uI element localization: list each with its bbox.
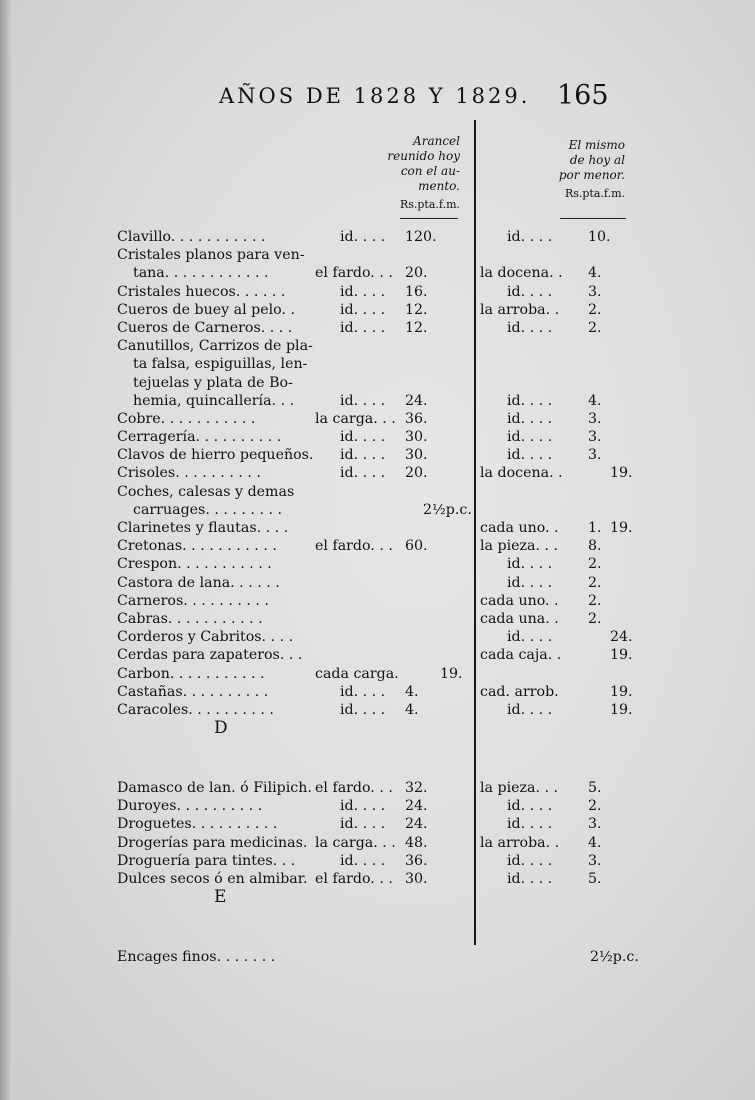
table-row (0, 574, 755, 592)
table-row (0, 834, 755, 852)
arancel-unit: id. . . . (340, 429, 386, 446)
table-row (0, 592, 755, 610)
table-row (0, 665, 755, 683)
menor-reales: 3. (588, 410, 602, 427)
menor-reales: 5. (588, 780, 602, 797)
table-row (0, 519, 755, 537)
menor-unit: id. . . . (507, 283, 553, 300)
item-name: Clavos de hierro pequeños. (117, 447, 314, 464)
menor-reales: 3. (588, 852, 602, 869)
menor-reales: 8. (588, 538, 602, 555)
arancel-unit: id. . . . (340, 798, 386, 815)
column-header-menor (520, 138, 625, 201)
table-row (0, 264, 755, 282)
arancel-unit: el fardo. . . (315, 265, 393, 282)
item-name: carruages. . . . . . . . . (133, 501, 282, 518)
table-row (0, 392, 755, 410)
menor-reales: 5. (588, 871, 602, 887)
arancel-value: 24. (405, 798, 428, 815)
arancel-value: 120. (405, 229, 437, 245)
table-row (0, 501, 755, 519)
item-name: Carneros. . . . . . . . . . (117, 592, 269, 609)
menor-unit: id. . . . (507, 798, 553, 815)
table-row (0, 246, 755, 264)
menor-reales: 4. (588, 834, 602, 851)
item-name: Cristales planos para ven- (117, 247, 305, 264)
arancel-unit: id. . . . (340, 465, 386, 482)
table-row (0, 464, 755, 482)
arancel-value: 30. (405, 871, 428, 887)
item-name: ta falsa, espiguillas, len- (133, 356, 308, 373)
arancel-value: 48. (405, 834, 428, 851)
menor-unit: id. . . . (507, 629, 553, 646)
arancel-value: 20. (405, 465, 428, 482)
arancel-percent: 19. (440, 665, 463, 682)
menor-pta: 19. (610, 701, 633, 718)
table-row (0, 646, 755, 664)
arancel-value: 24. (405, 816, 428, 833)
arancel-unit: id. . . . (340, 229, 386, 245)
item-name: Canutillos, Carrizos de pla- (117, 338, 313, 355)
item-name: Drogerías para medicinas. (117, 834, 308, 851)
item-name: Cristales huecos. . . . . . (117, 283, 286, 300)
menor-pta: 19. (610, 465, 633, 482)
menor-reales: 2. (588, 556, 602, 573)
arancel-unit: id. . . . (340, 701, 386, 718)
menor-reales: 1. (588, 520, 602, 536)
arancel-unit: id. . . . (340, 283, 386, 300)
column-header-line: Arancel (413, 134, 460, 148)
table-row (0, 446, 755, 464)
item-name: Cerdas para zapateros. . . (117, 647, 303, 664)
menor-unit: id. . . . (507, 556, 553, 573)
section-letter: D (214, 718, 228, 739)
menor-unit: cad. arrob. (480, 683, 559, 700)
arancel-value: 12. (405, 319, 428, 336)
item-name: Droguetes. . . . . . . . . . (117, 816, 278, 833)
table-row (0, 410, 755, 428)
arancel-value: 20. (405, 265, 428, 282)
table-row (0, 701, 755, 719)
menor-pta: 24. (610, 629, 633, 646)
column-header-arancel (362, 134, 460, 212)
menor-unit: la docena. . (480, 465, 563, 482)
tariff-table (0, 228, 755, 966)
item-name: Coches, calesas y demas (117, 483, 295, 500)
arancel-unit: el fardo. . . (315, 871, 393, 887)
item-name: Droguería para tintes. . . (117, 852, 296, 869)
arancel-unit: cada carga. (315, 665, 399, 682)
item-name: Damasco de lan. ó Filipich. (117, 780, 312, 797)
menor-unit: cada uno. . (480, 520, 559, 536)
menor-reales: 2. (588, 798, 602, 815)
column-header-line: mento. (418, 179, 460, 193)
table-row (0, 483, 755, 501)
menor-unit: cada uno. . (480, 592, 559, 609)
arancel-percent: 2½p.c. (423, 501, 472, 518)
table-row (0, 428, 755, 446)
item-name: Crisoles. . . . . . . . . . (117, 465, 261, 482)
menor-unit: id. . . . (507, 429, 553, 446)
menor-pta: 19. (610, 647, 633, 664)
menor-reales: 4. (588, 265, 602, 282)
item-name: tana. . . . . . . . . . . . (133, 265, 269, 282)
item-name: Encages finos. . . . . . . (117, 949, 276, 966)
item-name: Corderos y Cabritos. . . . (117, 629, 294, 646)
arancel-value: 36. (405, 410, 428, 427)
menor-unit: id. . . . (507, 701, 553, 718)
menor-unit: id. . . . (507, 229, 553, 245)
column-units: Rs.pta.f.m. (399, 198, 460, 211)
menor-reales: 3. (588, 283, 602, 300)
menor-unit: id. . . . (507, 410, 553, 427)
menor-unit: id. . . . (507, 319, 553, 336)
table-row (0, 555, 755, 573)
item-name: Duroyes. . . . . . . . . . (117, 798, 263, 815)
section-letter-row (0, 888, 755, 948)
arancel-unit: la carga. . . (315, 410, 396, 427)
menor-percent: 2½p.c. (590, 949, 639, 966)
menor-reales: 3. (588, 816, 602, 833)
item-name: Caracoles. . . . . . . . . . (117, 701, 274, 718)
column-header-line: por menor. (558, 168, 625, 182)
table-row (0, 610, 755, 628)
table-row (0, 948, 755, 966)
arancel-unit: id. . . . (340, 301, 386, 318)
table-row (0, 319, 755, 337)
arancel-unit: id. . . . (340, 852, 386, 869)
item-name: Cerragería. . . . . . . . . . (117, 429, 282, 446)
item-name: Cueros de buey al pelo. . (117, 301, 295, 318)
item-name: Carbon. . . . . . . . . . . (117, 665, 265, 682)
item-name: Cueros de Carneros. . . . (117, 319, 293, 336)
arancel-unit: id. . . . (340, 447, 386, 464)
menor-reales: 2. (588, 301, 602, 318)
menor-reales: 4. (588, 392, 602, 409)
arancel-unit: id. . . . (340, 816, 386, 833)
arancel-value: 30. (405, 447, 428, 464)
menor-unit: id. . . . (507, 871, 553, 887)
arancel-value: 36. (405, 852, 428, 869)
menor-reales: 2. (588, 574, 602, 591)
section-letter-row (0, 719, 755, 779)
arancel-unit: la carga. . . (315, 834, 396, 851)
table-row (0, 815, 755, 833)
menor-unit: id. . . . (507, 392, 553, 409)
arancel-value: 4. (405, 683, 419, 700)
menor-unit: cada una. . (480, 610, 559, 627)
item-name: Cobre. . . . . . . . . . . (117, 410, 256, 427)
table-row (0, 228, 755, 246)
table-row (0, 870, 755, 888)
menor-unit: id. . . . (507, 816, 553, 833)
arancel-value: 24. (405, 392, 428, 409)
running-title: AÑOS DE 1828 Y 1829. (219, 84, 531, 108)
table-row (0, 628, 755, 646)
menor-unit: la arroba. . (480, 301, 560, 318)
table-row (0, 374, 755, 392)
item-name: Cabras. . . . . . . . . . . (117, 610, 263, 627)
arancel-value: 4. (405, 701, 419, 718)
header-rule (560, 218, 626, 219)
menor-pta: 19. (610, 683, 633, 700)
column-units: Rs.pta.f.m. (564, 187, 625, 200)
arancel-value: 60. (405, 538, 428, 555)
table-row (0, 852, 755, 870)
item-name: Dulces secos ó en almibar. (117, 871, 308, 887)
item-name: Clarinetes y flautas. . . . (117, 520, 289, 536)
arancel-value: 32. (405, 780, 428, 797)
column-header-line: reunido hoy (387, 149, 460, 163)
menor-reales: 10. (588, 229, 611, 245)
item-name: Cretonas. . . . . . . . . . . (117, 538, 277, 555)
column-header-line: con el au- (400, 164, 460, 178)
arancel-unit: el fardo. . . (315, 538, 393, 555)
menor-reales: 2. (588, 592, 602, 609)
column-header-line: El mismo (568, 138, 625, 152)
menor-unit: id. . . . (507, 447, 553, 464)
table-row (0, 537, 755, 555)
table-row (0, 355, 755, 373)
header-rule (400, 218, 458, 219)
table-row (0, 683, 755, 701)
menor-unit: la pieza. . . (480, 538, 559, 555)
menor-unit: la arroba. . (480, 834, 560, 851)
table-row (0, 283, 755, 301)
item-name: Crespon. . . . . . . . . . . (117, 556, 272, 573)
arancel-value: 12. (405, 301, 428, 318)
table-row (0, 301, 755, 319)
page-number: 165 (557, 80, 609, 111)
arancel-unit: id. . . . (340, 683, 386, 700)
menor-unit: la pieza. . . (480, 780, 559, 797)
arancel-value: 16. (405, 283, 428, 300)
menor-unit: id. . . . (507, 852, 553, 869)
menor-reales: 2. (588, 610, 602, 627)
menor-unit: id. . . . (507, 574, 553, 591)
item-name: Castañas. . . . . . . . . . (117, 683, 269, 700)
table-row (0, 337, 755, 355)
table-row (0, 797, 755, 815)
menor-unit: cada caja. . (480, 647, 562, 664)
item-name: tejuelas y plata de Bo- (133, 374, 293, 391)
arancel-unit: id. . . . (340, 319, 386, 336)
menor-reales: 3. (588, 429, 602, 446)
menor-pta: 19. (610, 520, 633, 536)
section-letter: E (214, 887, 227, 908)
item-name: Castora de lana. . . . . . (117, 574, 280, 591)
arancel-value: 30. (405, 429, 428, 446)
menor-unit: la docena. . (480, 265, 563, 282)
arancel-unit: id. . . . (340, 392, 386, 409)
table-row (0, 779, 755, 797)
column-header-line: de hoy al (569, 153, 625, 167)
arancel-unit: el fardo. . . (315, 780, 393, 797)
item-name: Clavillo. . . . . . . . . . . (117, 229, 266, 245)
item-name: hemia, quincallería. . . (133, 392, 295, 409)
menor-reales: 2. (588, 319, 602, 336)
menor-reales: 3. (588, 447, 602, 464)
